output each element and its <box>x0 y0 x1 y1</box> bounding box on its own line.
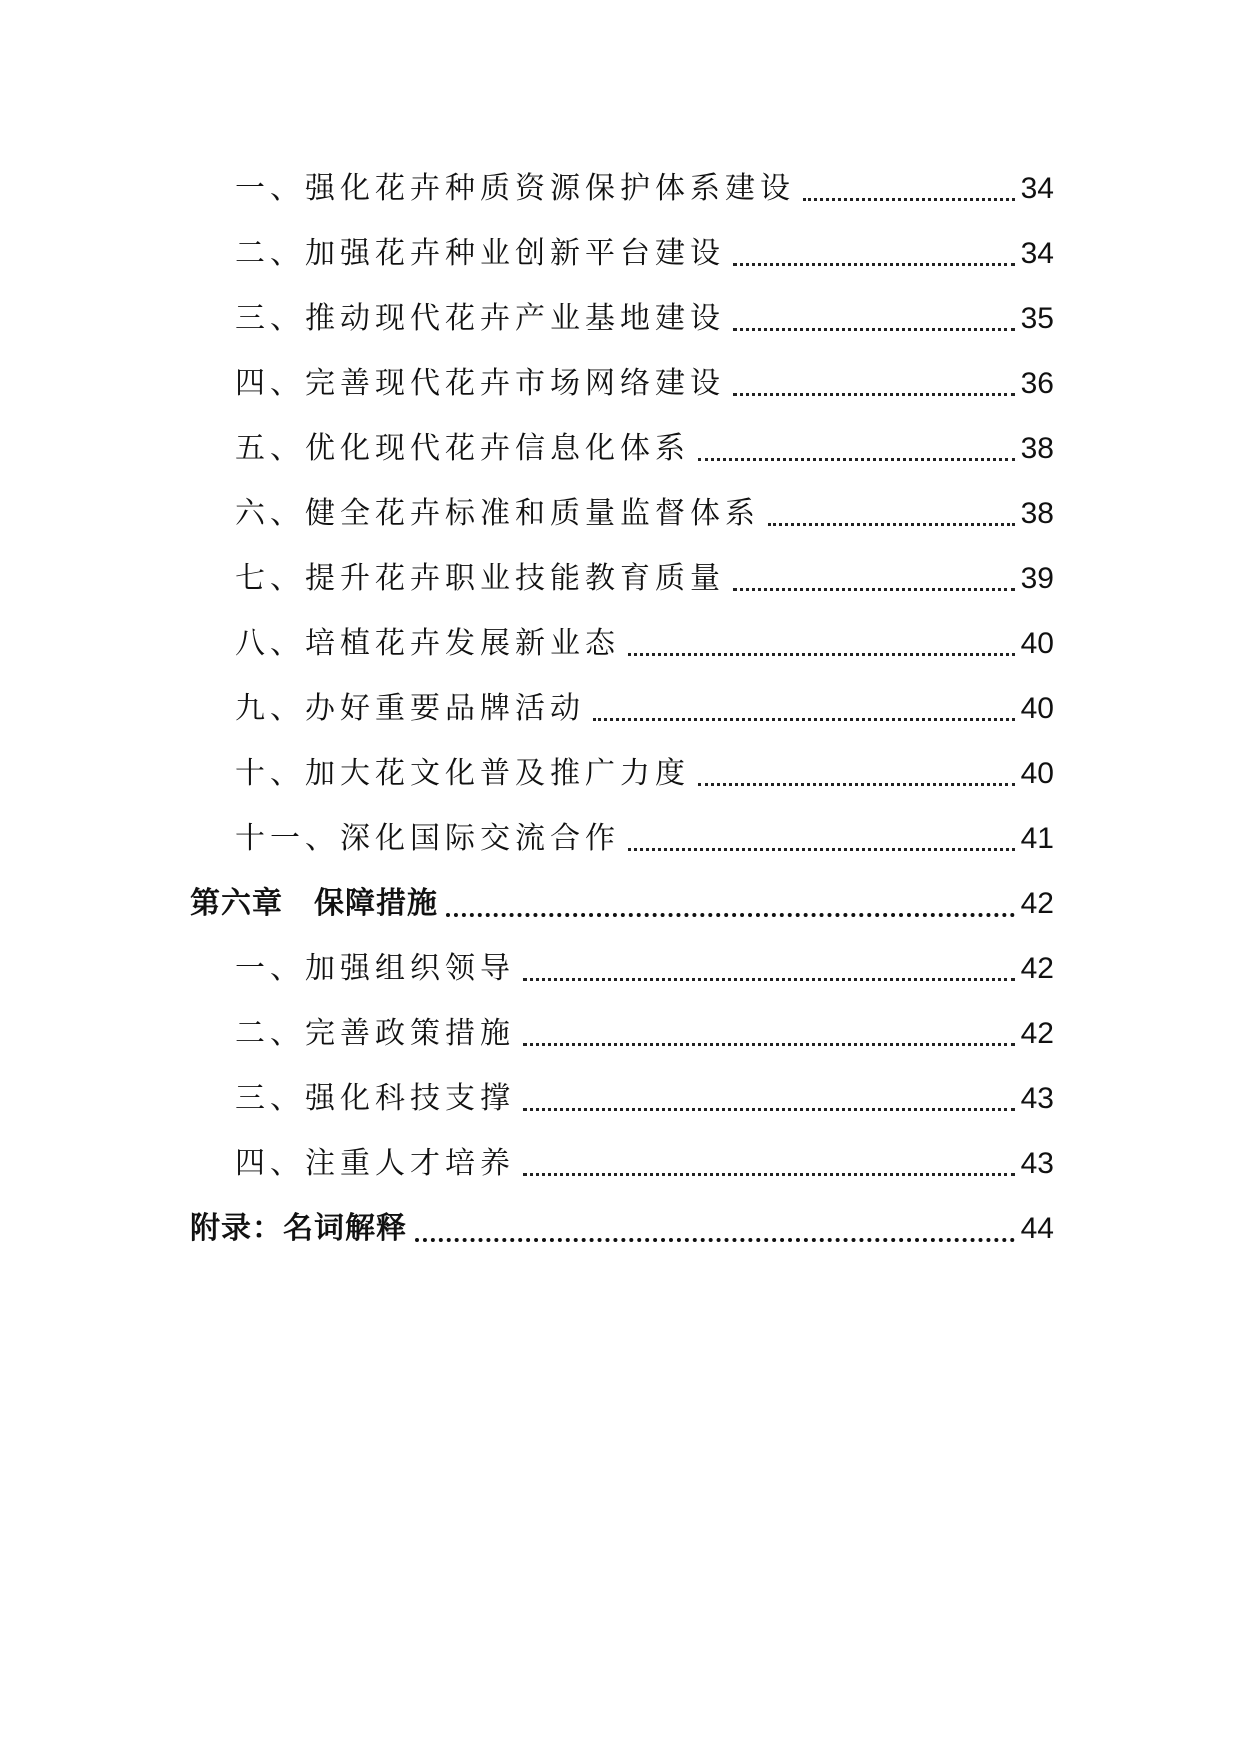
toc-entry[interactable] <box>190 605 1054 670</box>
toc-entry-page: 36 <box>1020 367 1054 400</box>
toc-entry-title: 四、注重人才培养 <box>235 1146 515 1181</box>
toc-entry-title: 五、优化现代花卉信息化体系 <box>235 431 690 466</box>
toc-entry-page: 40 <box>1020 692 1054 725</box>
toc-dot-leader <box>593 717 1015 721</box>
toc-entry-page: 39 <box>1020 562 1054 595</box>
toc-dot-leader <box>523 1107 1015 1111</box>
toc-entry-title: 三、强化科技支撑 <box>235 1081 515 1116</box>
toc-entry-title: 三、推动现代花卉产业基地建设 <box>235 301 725 336</box>
toc-appendix-entry[interactable] <box>190 1190 1054 1255</box>
toc-entry[interactable] <box>190 800 1054 865</box>
toc-appendix-title: 附录：名词解释 <box>190 1211 407 1246</box>
toc-entry-page: 42 <box>1020 1017 1054 1050</box>
toc-dot-leader <box>698 782 1015 786</box>
toc-entry-page: 42 <box>1020 952 1054 985</box>
toc-entry-page: 38 <box>1020 497 1054 530</box>
toc-entry-title: 八、培植花卉发展新业态 <box>235 626 620 661</box>
toc-entry[interactable] <box>190 215 1054 280</box>
toc-entry[interactable] <box>190 995 1054 1060</box>
toc-chapter-title: 第六章 保障措施 <box>190 886 438 921</box>
toc-entry[interactable] <box>190 150 1054 215</box>
toc-dot-leader <box>523 1172 1015 1176</box>
toc-entry-page: 40 <box>1020 757 1054 790</box>
toc-entry[interactable] <box>190 345 1054 410</box>
toc-dot-leader <box>733 587 1015 591</box>
toc-entry-title: 十一、深化国际交流合作 <box>235 821 620 856</box>
toc-dot-leader <box>733 392 1015 396</box>
toc-chapter-entry[interactable] <box>190 865 1054 930</box>
toc-entry[interactable] <box>190 475 1054 540</box>
toc-dot-leader <box>523 977 1015 981</box>
toc-dot-leader <box>523 1042 1015 1046</box>
toc-entry-title: 七、提升花卉职业技能教育质量 <box>235 561 725 596</box>
toc-entry[interactable] <box>190 280 1054 345</box>
toc-entry-title: 二、加强花卉种业创新平台建设 <box>235 236 725 271</box>
toc-dot-leader <box>803 197 1015 201</box>
toc-dot-leader <box>698 457 1015 461</box>
toc-dot-leader <box>733 262 1015 266</box>
toc-entry-page: 40 <box>1020 627 1054 660</box>
toc-dot-leader <box>733 327 1015 331</box>
toc-dot-leader <box>628 652 1015 656</box>
toc-entry-page: 42 <box>1020 887 1054 920</box>
toc-dot-leader <box>628 847 1015 851</box>
toc-dot-leader <box>446 912 1015 917</box>
toc-entry-title: 六、健全花卉标准和质量监督体系 <box>235 496 760 531</box>
toc-entry-page: 34 <box>1020 172 1054 205</box>
toc-entry[interactable] <box>190 735 1054 800</box>
table-of-contents <box>190 150 1054 1255</box>
toc-dot-leader <box>415 1237 1015 1242</box>
toc-entry-title: 九、办好重要品牌活动 <box>235 691 585 726</box>
toc-entry-title: 一、加强组织领导 <box>235 951 515 986</box>
toc-dot-leader <box>768 522 1015 526</box>
toc-entry-title: 四、完善现代花卉市场网络建设 <box>235 366 725 401</box>
toc-entry[interactable] <box>190 1060 1054 1125</box>
toc-entry-page: 34 <box>1020 237 1054 270</box>
toc-entry-page: 44 <box>1020 1212 1054 1245</box>
toc-entry[interactable] <box>190 410 1054 475</box>
toc-entry-title: 十、加大花文化普及推广力度 <box>235 756 690 791</box>
toc-entry-page: 35 <box>1020 302 1054 335</box>
toc-entry[interactable] <box>190 930 1054 995</box>
toc-entry-page: 43 <box>1020 1082 1054 1115</box>
toc-entry-page: 41 <box>1020 822 1054 855</box>
toc-entry-title: 二、完善政策措施 <box>235 1016 515 1051</box>
toc-entry-page: 38 <box>1020 432 1054 465</box>
toc-entry[interactable] <box>190 1125 1054 1190</box>
toc-entry[interactable] <box>190 670 1054 735</box>
toc-entry-title: 一、强化花卉种质资源保护体系建设 <box>235 171 795 206</box>
toc-entry-page: 43 <box>1020 1147 1054 1180</box>
toc-entry[interactable] <box>190 540 1054 605</box>
